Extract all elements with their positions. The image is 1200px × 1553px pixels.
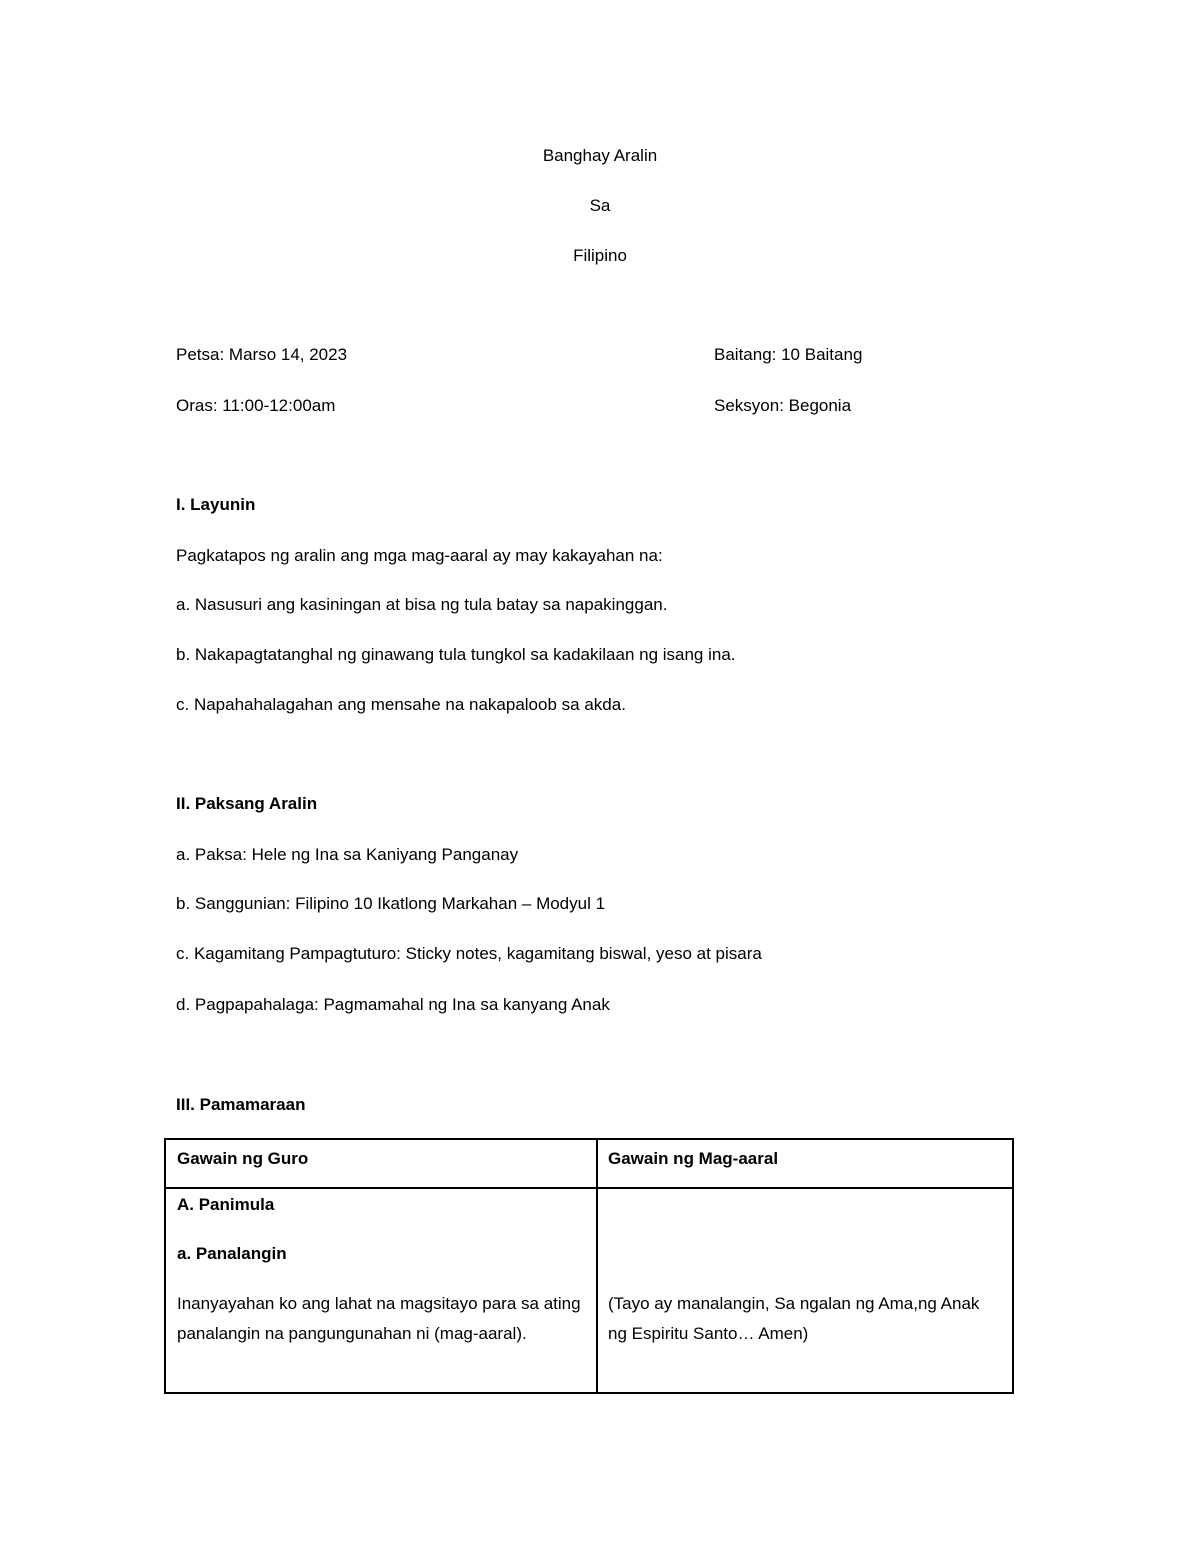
table-section-panimula: A. Panimula [177,1195,275,1214]
doc-subject: Filipino [573,246,627,265]
paksang-item: d. Pagpapahalaga: Pagmamahal ng Ina sa kanyang Anak [176,995,610,1014]
pamamaraan-table [164,1138,1014,1394]
layunin-intro: Pagkatapos ng aralin ang mga mag-aaral ay may kakayahan na: [176,546,663,565]
doc-title: Banghay Aralin [542,146,658,165]
paksang-item: a. Paksa: Hele ng Ina sa Kaniyang Panganay [176,845,519,864]
oras-field: Oras: 11:00-12:00am [176,396,336,415]
table-column-divider [596,1140,598,1392]
doc-subtitle: Sa [589,196,611,215]
paksang-aralin-heading: II. Paksang Aralin [176,794,318,813]
seksyon-field: Seksyon: Begonia [714,396,852,415]
table-header-guro: Gawain ng Guro [177,1149,309,1168]
layunin-item: a. Nasusuri ang kasiningan at bisa ng tula batay sa napakinggan. [176,595,668,614]
layunin-heading: I. Layunin [176,495,256,514]
paksang-item: c. Kagamitang Pampagtuturo: Sticky notes, kagamitang biswal, yeso at pisara [176,944,762,963]
petsa-field: Petsa: Marso 14, 2023 [176,345,348,364]
table-row-divider [166,1187,1012,1189]
pamamaraan-heading: III. Pamamaraan [176,1095,306,1114]
table-subsection-panalangin: a. Panalangin [177,1244,287,1263]
layunin-item: c. Napahahalagahan ang mensahe na nakapaloob sa akda. [176,695,626,714]
layunin-item: b. Nakapagtatanghal ng ginawang tula tungkol sa kadakilaan ng isang ina. [176,645,736,664]
table-cell-magaaral-text: (Tayo ay manalangin, Sa ngalan ng Ama,ng Anak ng Espiritu Santo… Amen) [608,1294,980,1343]
table-header-magaaral: Gawain ng Mag-aaral [608,1149,779,1168]
baitang-field: Baitang: 10 Baitang [714,345,863,364]
paksang-item: b. Sanggunian: Filipino 10 Ikatlong Markahan – Modyul 1 [176,894,606,913]
table-cell-guro-text: Inanyayahan ko ang lahat na magsitayo para sa ating panalangin na pangungunahan ni (mag-aaral). [177,1294,581,1343]
